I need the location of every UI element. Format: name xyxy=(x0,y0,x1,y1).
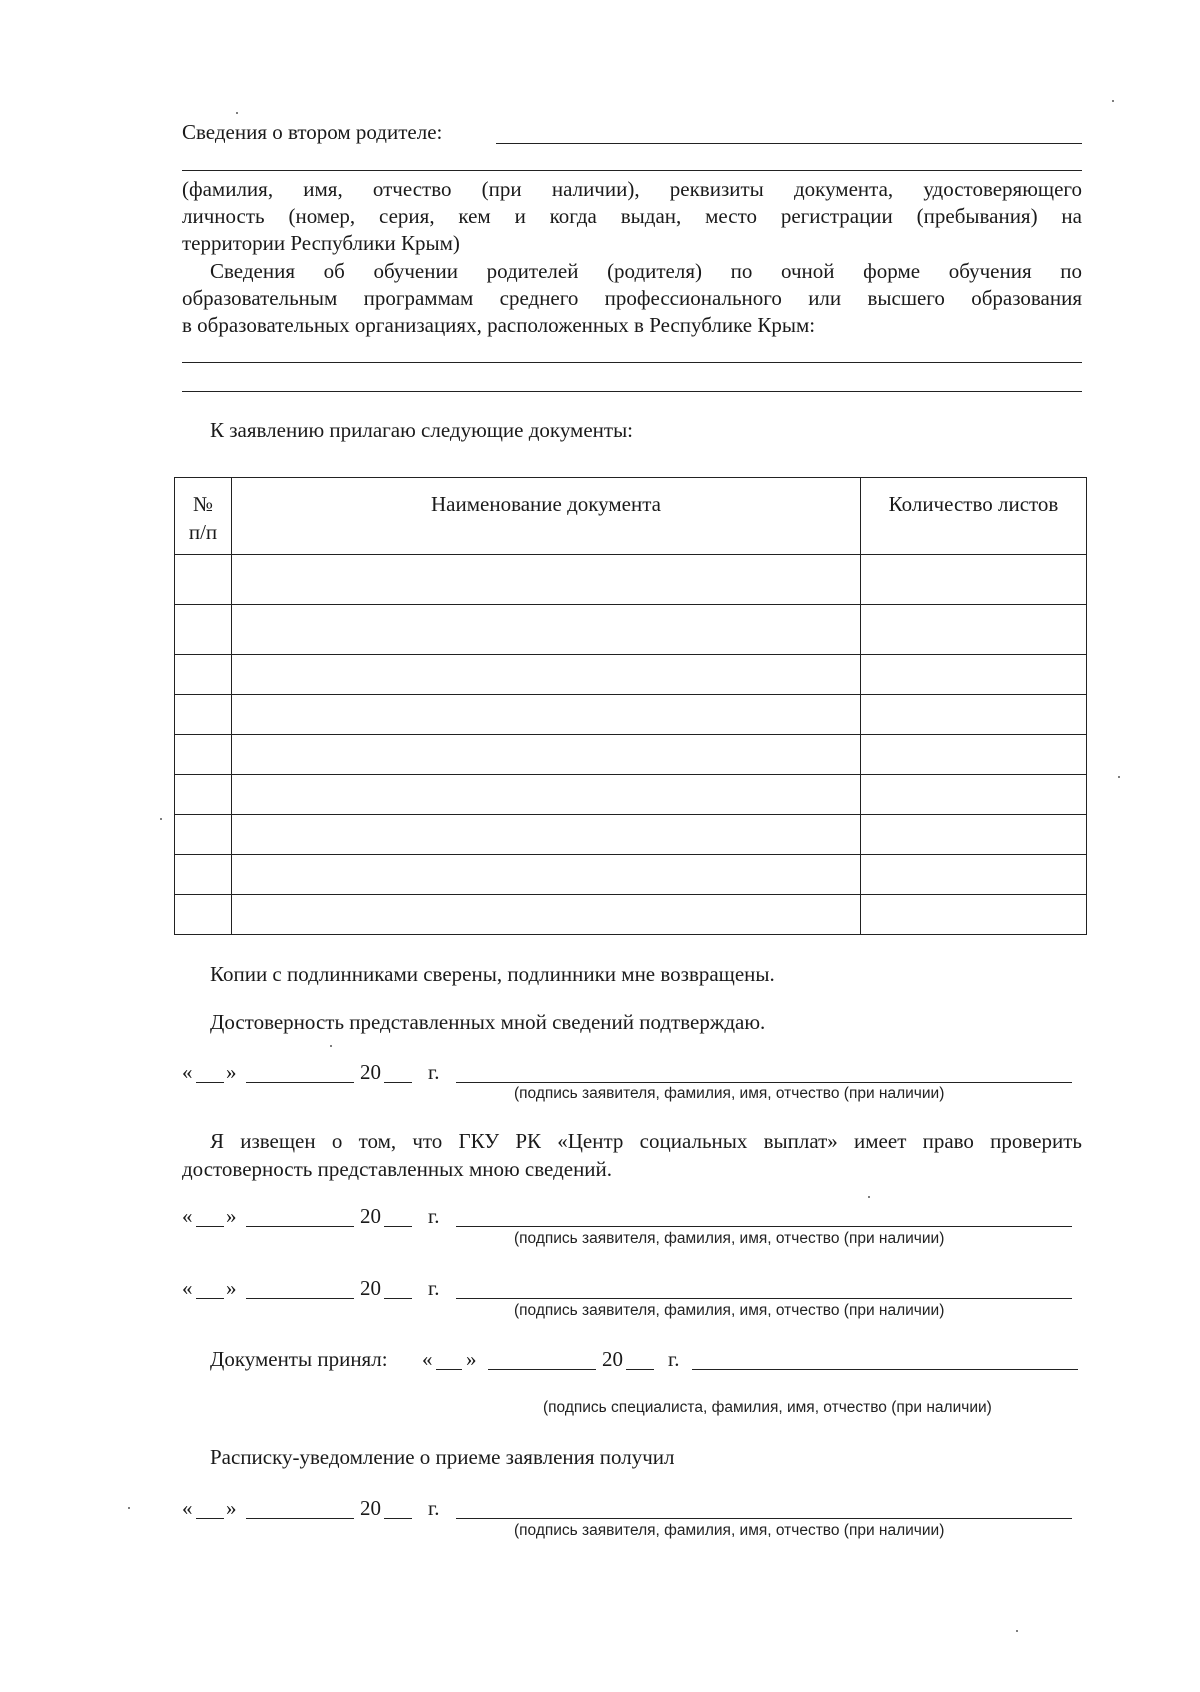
cell-number[interactable] xyxy=(175,555,232,605)
day-field[interactable] xyxy=(196,1082,224,1083)
copies-statement: Копии с подлинниками сверены, подлинники мне возвращены. xyxy=(210,962,775,986)
table-row xyxy=(175,775,1087,815)
header-number xyxy=(175,478,232,555)
close-quote: » xyxy=(226,1496,237,1520)
year-prefix: 20 xyxy=(360,1060,381,1084)
cell-sheet-count[interactable] xyxy=(861,735,1087,775)
second-parent-field-line2[interactable] xyxy=(182,170,1082,171)
cell-sheet-count[interactable] xyxy=(861,695,1087,735)
scan-speck xyxy=(128,1507,130,1509)
applicant-caption: (подпись заявителя, фамилия, имя, отчество (при наличии) xyxy=(514,1302,945,1319)
month-field[interactable] xyxy=(488,1369,596,1370)
year-field[interactable] xyxy=(384,1518,412,1519)
specialist-caption: (подпись специалиста, фамилия, имя, отчество (при наличии) xyxy=(543,1399,992,1416)
month-field[interactable] xyxy=(246,1298,354,1299)
table-row xyxy=(175,815,1087,855)
second-parent-field[interactable] xyxy=(496,143,1082,144)
header-sheet-count: Количество листов xyxy=(861,478,1087,555)
notified-line1: Я извещен о том, что ГКУ РК «Центр социальных выплат» имеет право проверить xyxy=(210,1129,1082,1153)
scan-speck xyxy=(1016,1630,1018,1632)
cell-number[interactable] xyxy=(175,735,232,775)
day-field[interactable] xyxy=(196,1518,224,1519)
month-field[interactable] xyxy=(246,1518,354,1519)
year-prefix: 20 xyxy=(602,1347,623,1371)
cell-number[interactable] xyxy=(175,895,232,935)
cell-document-name[interactable] xyxy=(232,855,861,895)
signature-field[interactable] xyxy=(456,1298,1072,1299)
open-quote: « xyxy=(422,1347,433,1371)
cell-number[interactable] xyxy=(175,655,232,695)
scan-speck xyxy=(330,1045,332,1047)
second-parent-hint-line3: территории Республики Крым) xyxy=(182,231,460,255)
cell-sheet-count[interactable] xyxy=(861,815,1087,855)
scan-speck xyxy=(1118,776,1120,778)
cell-document-name[interactable] xyxy=(232,605,861,655)
table-row xyxy=(175,735,1087,775)
signature-field[interactable] xyxy=(456,1518,1072,1519)
signature-field[interactable] xyxy=(456,1226,1072,1227)
year-prefix: 20 xyxy=(360,1276,381,1300)
attachments-intro: К заявлению прилагаю следующие документы: xyxy=(210,418,634,442)
month-field[interactable] xyxy=(246,1082,354,1083)
table-row xyxy=(175,855,1087,895)
close-quote: » xyxy=(466,1347,477,1371)
applicant-caption: (подпись заявителя, фамилия, имя, отчество (при наличии) xyxy=(514,1230,945,1247)
second-parent-hint-line1: (фамилия, имя, отчество (при наличии), реквизиты документа, удостоверяющего xyxy=(182,177,1082,201)
documents-table xyxy=(174,477,1087,935)
education-text-line3: в образовательных организациях, расположенных в Республике Крым: xyxy=(182,313,816,337)
scan-speck xyxy=(236,112,238,114)
close-quote: » xyxy=(226,1204,237,1228)
open-quote: « xyxy=(182,1276,193,1300)
table-row xyxy=(175,895,1087,935)
cell-document-name[interactable] xyxy=(232,735,861,775)
year-prefix: 20 xyxy=(360,1204,381,1228)
cell-document-name[interactable] xyxy=(232,815,861,855)
cell-number[interactable] xyxy=(175,815,232,855)
cell-sheet-count[interactable] xyxy=(861,605,1087,655)
day-field[interactable] xyxy=(196,1298,224,1299)
signature-field[interactable] xyxy=(692,1369,1078,1370)
cell-sheet-count[interactable] xyxy=(861,775,1087,815)
year-field[interactable] xyxy=(384,1082,412,1083)
year-suffix: г. xyxy=(428,1276,440,1300)
table-row xyxy=(175,655,1087,695)
year-suffix: г. xyxy=(428,1204,440,1228)
day-field[interactable] xyxy=(436,1369,462,1370)
close-quote: » xyxy=(226,1060,237,1084)
cell-number[interactable] xyxy=(175,775,232,815)
table-row xyxy=(175,695,1087,735)
open-quote: « xyxy=(182,1496,193,1520)
year-suffix: г. xyxy=(428,1060,440,1084)
education-field-line1[interactable] xyxy=(182,362,1082,363)
header-number-line2: п/п xyxy=(188,520,218,544)
applicant-caption: (подпись заявителя, фамилия, имя, отчество (при наличии) xyxy=(514,1522,945,1539)
second-parent-label: Сведения о втором родителе: xyxy=(182,120,443,144)
cell-sheet-count[interactable] xyxy=(861,855,1087,895)
year-field[interactable] xyxy=(384,1226,412,1227)
day-field[interactable] xyxy=(196,1226,224,1227)
accepted-label: Документы принял: xyxy=(210,1347,388,1371)
cell-document-name[interactable] xyxy=(232,555,861,605)
cell-sheet-count[interactable] xyxy=(861,555,1087,605)
cell-sheet-count[interactable] xyxy=(861,655,1087,695)
close-quote: » xyxy=(226,1276,237,1300)
cell-document-name[interactable] xyxy=(232,775,861,815)
second-parent-hint-line2: личность (номер, серия, кем и когда выдан, место регистрации (пребывания) на xyxy=(182,204,1082,228)
applicant-caption: (подпись заявителя, фамилия, имя, отчество (при наличии) xyxy=(514,1085,945,1102)
table-header-row xyxy=(175,478,1087,555)
scan-speck xyxy=(160,818,162,820)
year-suffix: г. xyxy=(668,1347,680,1371)
cell-number[interactable] xyxy=(175,605,232,655)
year-suffix: г. xyxy=(428,1496,440,1520)
education-field-line2[interactable] xyxy=(182,391,1082,392)
scan-speck xyxy=(868,1196,870,1198)
cell-document-name[interactable] xyxy=(232,895,861,935)
table-row xyxy=(175,605,1087,655)
cell-number[interactable] xyxy=(175,695,232,735)
year-prefix: 20 xyxy=(360,1496,381,1520)
month-field[interactable] xyxy=(246,1226,354,1227)
cell-number[interactable] xyxy=(175,855,232,895)
scan-speck xyxy=(1112,100,1114,102)
year-field[interactable] xyxy=(626,1369,654,1370)
cell-document-name[interactable] xyxy=(232,655,861,695)
education-text-line2: образовательным программам среднего профессионального или высшего образования xyxy=(182,286,1082,310)
cell-document-name[interactable] xyxy=(232,695,861,735)
cell-sheet-count[interactable] xyxy=(861,895,1087,935)
open-quote: « xyxy=(182,1060,193,1084)
receipt-statement: Расписку-уведомление о приеме заявления получил xyxy=(210,1445,675,1469)
signature-field[interactable] xyxy=(456,1082,1072,1083)
open-quote: « xyxy=(182,1204,193,1228)
table-row xyxy=(175,555,1087,605)
header-document-name: Наименование документа xyxy=(232,478,861,555)
notified-line2: достоверность представленных мною сведений. xyxy=(182,1157,613,1181)
confirm-statement: Достоверность представленных мной сведений подтверждаю. xyxy=(210,1010,766,1034)
year-field[interactable] xyxy=(384,1298,412,1299)
education-text-line1: Сведения об обучении родителей (родителя) по очной форме обучения по xyxy=(210,259,1082,283)
header-number-line1: № xyxy=(192,492,214,516)
